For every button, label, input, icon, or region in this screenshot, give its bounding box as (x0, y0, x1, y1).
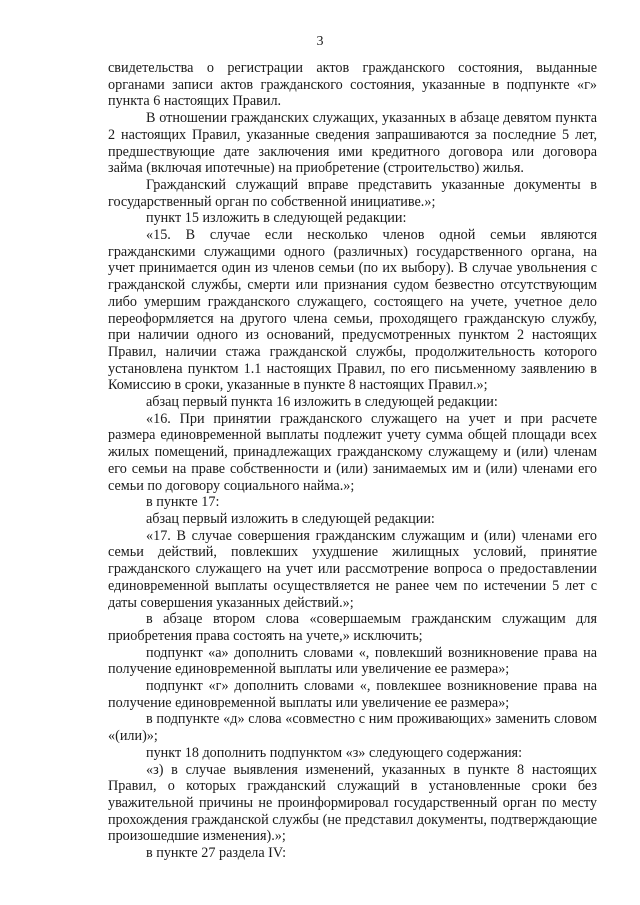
paragraph-4: пункт 15 изложить в следующей редакции: (146, 210, 407, 227)
paragraph-12: подпункт «а» дополнить словами «, повлекший возникновение права на получение единовременной выплаты или увеличение ее размера»; (108, 644, 597, 678)
paragraph-13: подпункт «г» дополнить словами «, повлекшее возникновение права на получение единовременной выплаты или увеличение ее размера»; (108, 678, 597, 711)
paragraph-3: Гражданский служащий вправе представить указанные документы в государственный орган по собственной инициативе.»; (108, 176, 597, 210)
paragraph-15: пункт 18 дополнить подпунктом «з» следующего содержания: (146, 744, 523, 761)
page-number: 3 (316, 34, 324, 49)
paragraph-5: «15. В случае если несколько членов одной семьи являются гражданскими служащими одного (различных) государственного органа, на учет принимается один из членов семьи (по их выбору). В случае увольнения с гражданской службы, смерти или признания судом безвестно отсутствующим либо умершим гражданского служащего, состоящего на учете, учетное дело переоформляется на другого члена семьи, проходящего гражданскую службу, при наличии одного из оснований, предусмотренных пунктом 2 настоящих Правил, наличии стажа гражданской службы, продолжительность которого установлена пунктом 1.1 настоящих Правил, по его письменному заявлению в Комиссию в сроки, указанные в пункте 8 настоящих Правил.»; (108, 227, 597, 394)
paragraph-9: абзац первый изложить в следующей редакции: (146, 510, 435, 527)
paragraph-1: свидетельства о регистрации актов гражданского состояния, выданные органами записи актов гражданского состояния, указанные в подпункте «г» пункта 6 настоящих Правил. (108, 60, 597, 110)
paragraph-8: в пункте 17: (146, 494, 220, 511)
paragraph-16: «з) в случае выявления изменений, указанных в пункте 8 настоящих Правил, о которых гражданский служащий в установленные сроки без уважительной причины не проинформировал государственный орган по месту прохождения гражданской службы (не представил документы, подтверждающие произошедшие изменения).»; (108, 761, 597, 845)
paragraph-2: В отношении гражданских служащих, указанных в абзаце девятом пункта 2 настоящих Правил, указанные сведения запрашиваются за последние 5 лет, предшествующие дате заключения ими кредитного договора или договора займа (включая ипотечные) на приобретение (строительство) жилья. (108, 110, 597, 177)
document-body (108, 60, 597, 862)
paragraph-6: абзац первый пункта 16 изложить в следующей редакции: (146, 394, 498, 411)
paragraph-11: в абзаце втором слова «совершаемым гражданским служащим для приобретения права состоять на учете,» исключить; (108, 611, 597, 644)
paragraph-17: в пункте 27 раздела IV: (146, 845, 287, 862)
paragraph-14: в подпункте «д» слова «совместно с ним проживающих» заменить словом «(или)»; (108, 711, 597, 745)
paragraph-7: «16. При принятии гражданского служащего на учет и при расчете размера единовременной выплаты подлежит учету сумма общей площади всех жилых помещений, принадлежащих гражданскому служащему и (или) членам его семьи на праве собственности и (или) занимаемых им и (или) членами его семьи по договору социального найма.»; (108, 410, 597, 494)
paragraph-10: «17. В случае совершения гражданским служащим и (или) членами его семьи действий, повлекших ухудшение жилищных условий, принятие гражданского служащего на учет или рассмотрение вопроса о предоставлении единовременной выплаты осуществляется не ранее чем по истечении 5 лет с даты совершения указанных действий.»; (108, 527, 597, 611)
